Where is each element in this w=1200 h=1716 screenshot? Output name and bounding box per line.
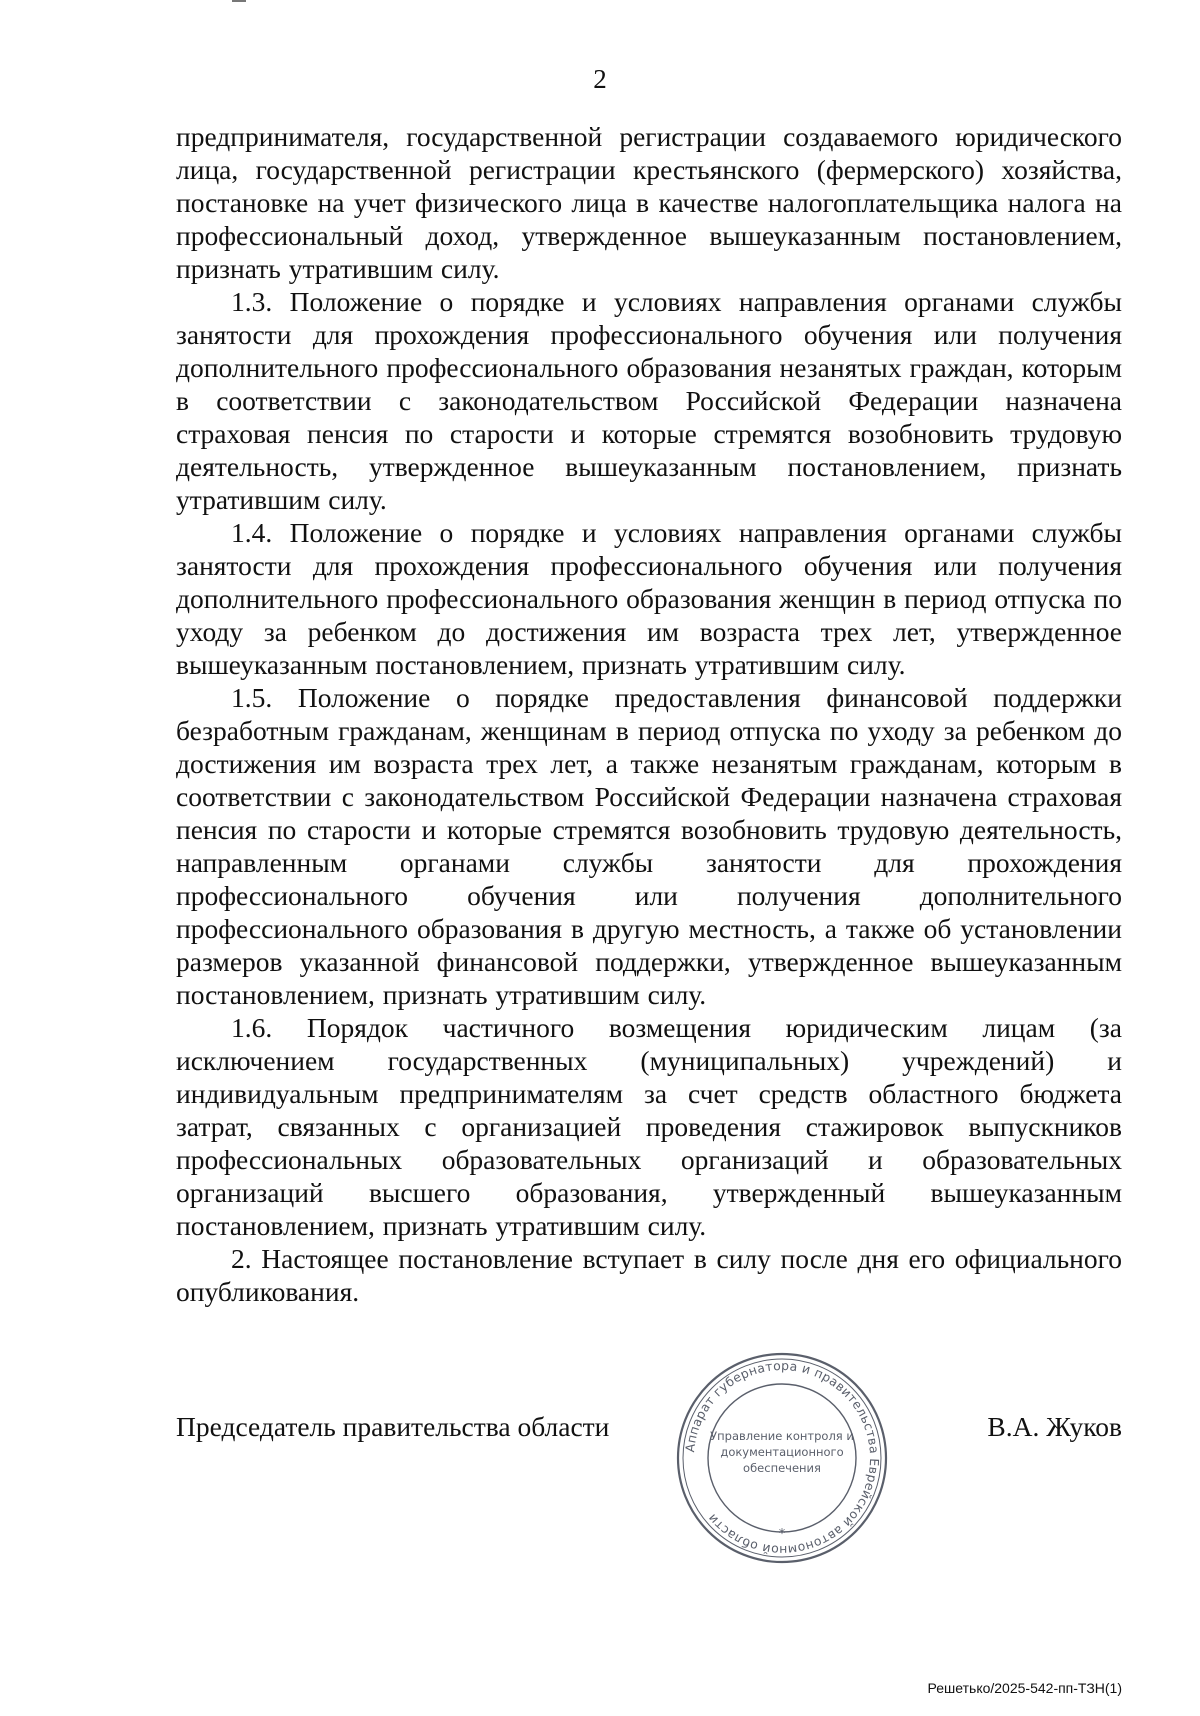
paragraph-1-5: 1.5. Положение о порядке предоставления финансовой поддержки безработным гражданам, женщинам в период отпуска по уходу за ребенком до достижения им возраста трех лет, а также незанятым гражданам, которым в соответствии с законодательством Российской Федерации назначена страховая пенсия по старости и которые стремятся возобновить трудовую деятельность, направленным органами службы занятости для прохождения профессионального обучения или получения дополнительного профессионального образования в другую местность, а также об установлении размеров указанной финансовой поддержки, утвержденное вышеуказанным постановлением, признать утратившим силу. <box>176 682 1122 1010</box>
document-body <box>176 120 1122 1308</box>
stamp-inner-line-3: обеспечения <box>743 1461 821 1475</box>
paragraph-1-2-continuation: предпринимателя, государственной регистрации создаваемого юридического лица, государственной регистрации крестьянского (фермерского) хозяйства, постановке на учет физического лица в качестве налогоплательщика налога на профессиональный доход, утвержденное вышеуказанным постановлением, признать утратившим силу. <box>176 121 1122 284</box>
signatory-title: Председатель правительства области <box>176 1411 610 1442</box>
stamp-inner-line-2: документационного <box>720 1445 844 1459</box>
paragraph-2: 2. Настоящее постановление вступает в силу после дня его официального опубликования. <box>176 1243 1122 1307</box>
official-stamp <box>672 1348 892 1568</box>
paragraph-1-4: 1.4. Положение о порядке и условиях направления органами службы занятости для прохождения профессионального обучения или получения дополнительного профессионального образования женщин в период отпуска по уходу за ребенком до достижения им возраста трех лет, утвержденное вышеуказанным постановлением, признать утратившим силу. <box>176 517 1122 680</box>
document-reference-code: Решетько/2025-542-пп-ТЗН(1) <box>927 1680 1122 1696</box>
stamp-inner-line-1: Управление контроля и <box>710 1429 854 1443</box>
paragraph-1-6: 1.6. Порядок частичного возмещения юридическим лицам (за исключением государственных (муниципальных) учреждений) и индивидуальным предпринимателям за счет средств областного бюджета затрат, связанных с организацией проведения стажировок выпускников профессиональных образовательных организаций и образовательных организаций высшего образования, утвержденный вышеуказанным постановлением, признать утратившим силу. <box>176 1012 1122 1241</box>
stamp-graphic <box>672 1348 892 1568</box>
signatory-name: В.А. Жуков <box>987 1411 1122 1442</box>
stamp-star: * <box>778 1527 786 1542</box>
paragraph-1-3: 1.3. Положение о порядке и условиях направления органами службы занятости для прохождения профессионального обучения или получения дополнительного профессионального образования незанятых граждан, которым в соответствии с законодательством Российской Федерации назначена страховая пенсия по старости и которые стремятся возобновить трудовую деятельность, утвержденное вышеуказанным постановлением, признать утратившим силу. <box>176 286 1122 515</box>
page-number: 2 <box>593 64 607 94</box>
stamp-outer-text: Аппарат губернатора и правительства Еврейской автономной области <box>682 1357 883 1559</box>
scan-edge-mark <box>232 0 246 2</box>
